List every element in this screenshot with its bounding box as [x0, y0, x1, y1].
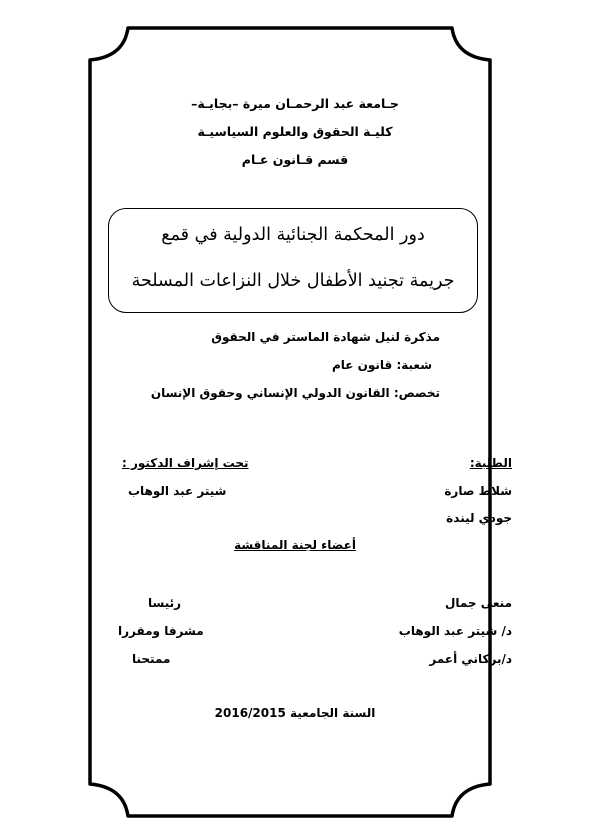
students-label: الطلبة:	[469, 456, 512, 470]
specialty-text: تخصص: القانون الدولي الإنساني وحقوق الإنسان	[150, 386, 440, 400]
student-name-1: شلاط صارة	[444, 484, 512, 498]
degree-text: مذكرة لنيل شهادة الماستر في الحقوق	[211, 330, 440, 344]
academic-year: السنة الجامعية 2016/2015	[214, 706, 376, 720]
department-name: قسم قـانون عـام	[241, 152, 349, 167]
thesis-title-line2: جريمة تجنيد الأطفال خلال النزاعات المسلحة	[131, 271, 455, 291]
committee-label: أعضاء لجنة المناقشة	[234, 538, 356, 552]
committee-member-3-role: ممتحنا	[132, 652, 171, 666]
thesis-title-line1: دور المحكمة الجنائية الدولية في قمع	[161, 225, 425, 245]
branch-text: شعبة: قانون عام	[331, 358, 432, 372]
university-name: جـامعة عبد الرحمـان ميرة –بجايـة–	[191, 96, 399, 111]
committee-member-1-name: منعى جمال	[444, 596, 512, 610]
student-name-2: جودي ليندة	[446, 511, 512, 525]
thesis-title-box	[108, 208, 478, 313]
committee-member-2-role: مشرفا ومقررا	[118, 624, 204, 638]
supervisor-name: شيتر عبد الوهاب	[128, 484, 227, 498]
committee-member-2-name: د/ شيتر عبد الوهاب	[398, 624, 512, 638]
supervisor-label: تحت إشراف الدكتور :	[122, 456, 249, 470]
committee-member-1-role: رئيسا	[148, 596, 182, 610]
faculty-name: كليـة الحقوق والعلوم السياسيـة	[197, 124, 393, 139]
committee-member-3-name: د/بركاني أعمر	[429, 652, 512, 666]
